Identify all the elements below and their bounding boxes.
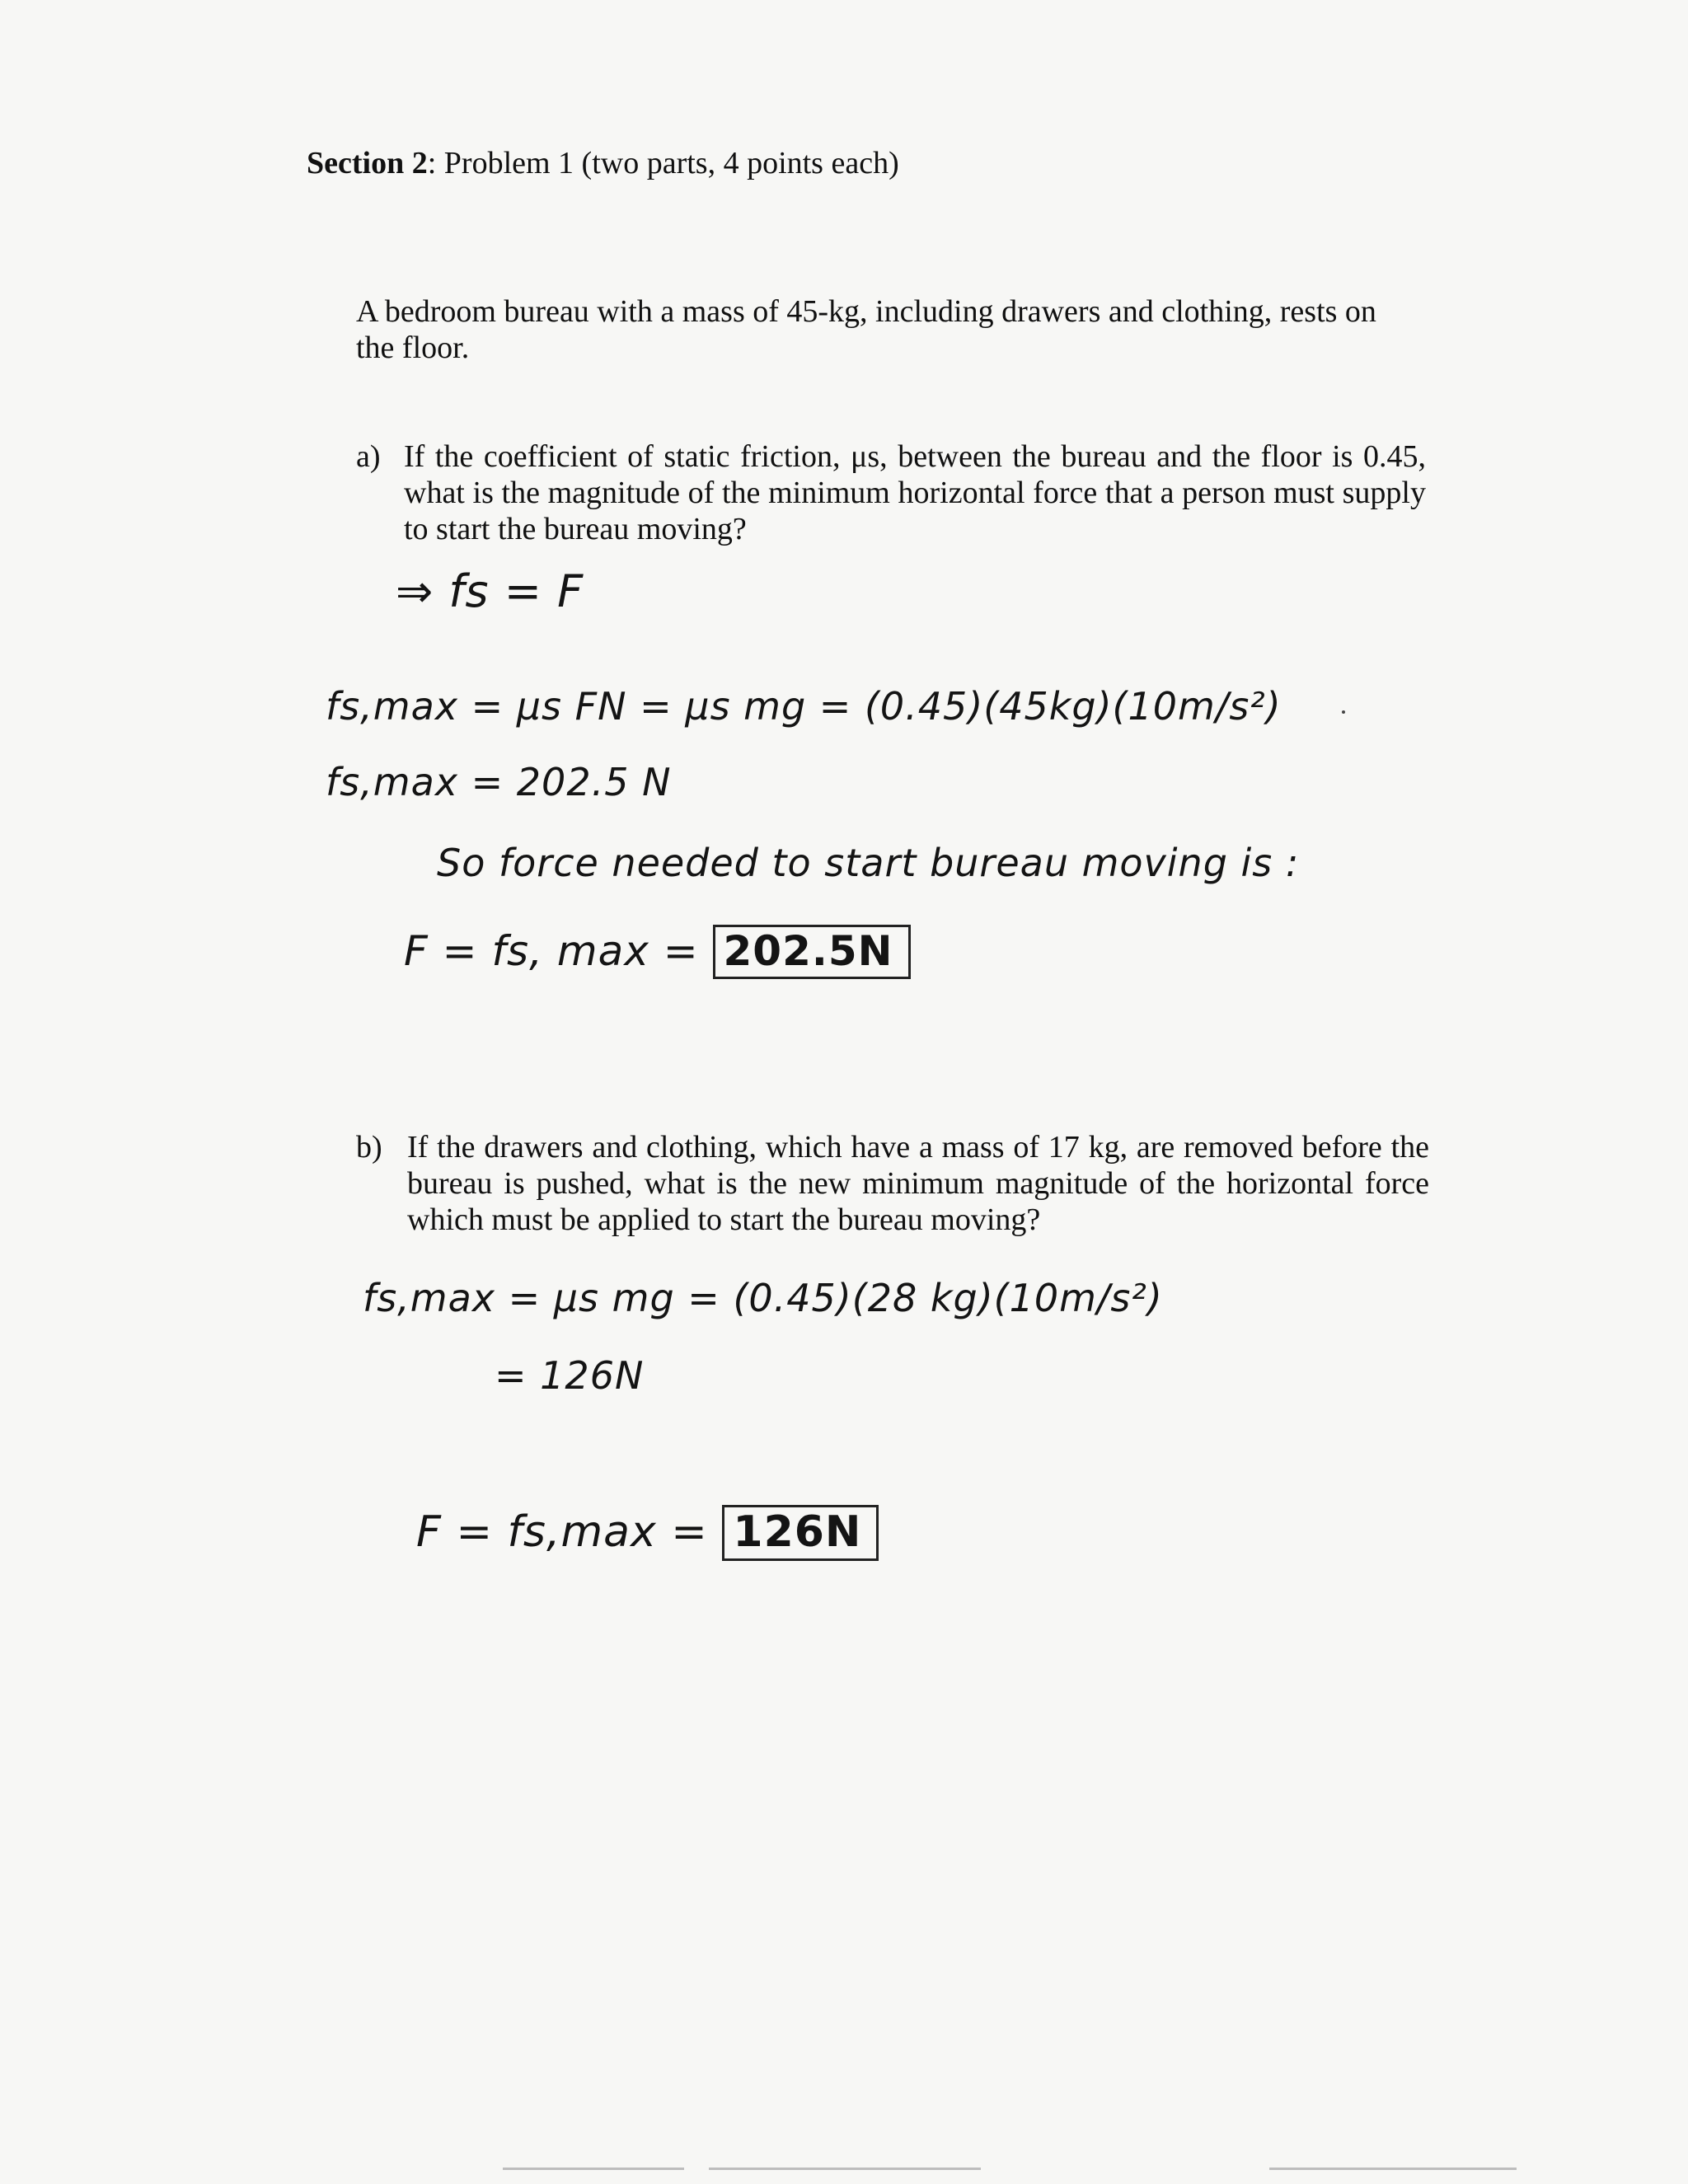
problem-statement: A bedroom bureau with a mass of 45-kg, including drawers and clothing, rests on the floor. [356, 294, 1376, 365]
scan-edge-line-left [503, 2168, 684, 2170]
section-label: Section 2 [307, 146, 428, 180]
part-b-label: b) [356, 1130, 382, 1165]
part-a-question: If the coefficient of static friction, μs, between the bureau and the floor is 0.45, what is the magnitude of the minimum horizontal force that a person must supply to start the bureau moving? [404, 439, 1426, 546]
part-b-question: If the drawers and clothing, which have a mass of 17 kg, are removed before the bureau is pushed, what is the new minimum magnitude of the horizontal force which must be applied to start the bureau moving? [407, 1130, 1429, 1237]
scan-edge-line-right [1269, 2168, 1517, 2170]
answer-a-line-1: ⇒ fs = F [396, 565, 584, 617]
answer-a-line-4: So force needed to start bureau moving is : [437, 841, 1300, 885]
answer-a-final-prefix: F = fs, max = [404, 927, 713, 975]
answer-a-line-3: fs,max = 202.5 N [326, 760, 672, 804]
section-heading [307, 145, 899, 181]
answer-a-line-2: fs,max = μs FN = μs mg = (0.45)(45kg)(10m/s²) [326, 684, 1282, 729]
scan-edge-line-middle [709, 2168, 981, 2170]
scan-speck [1342, 710, 1345, 714]
answer-a-boxed-result: 202.5N [713, 925, 911, 979]
answer-b-boxed-result: 126N [722, 1505, 879, 1561]
part-a-label: a) [356, 439, 381, 474]
section-title: : Problem 1 (two parts, 4 points each) [427, 146, 899, 180]
answer-b-final-prefix: F = fs,max = [416, 1507, 723, 1557]
answer-b-line-1: fs,max = μs mg = (0.45)(28 kg)(10m/s²) [363, 1276, 1163, 1320]
answer-b-final [416, 1505, 879, 1561]
answer-b-line-2: = 126N [495, 1353, 645, 1398]
answer-a-final [404, 925, 911, 979]
